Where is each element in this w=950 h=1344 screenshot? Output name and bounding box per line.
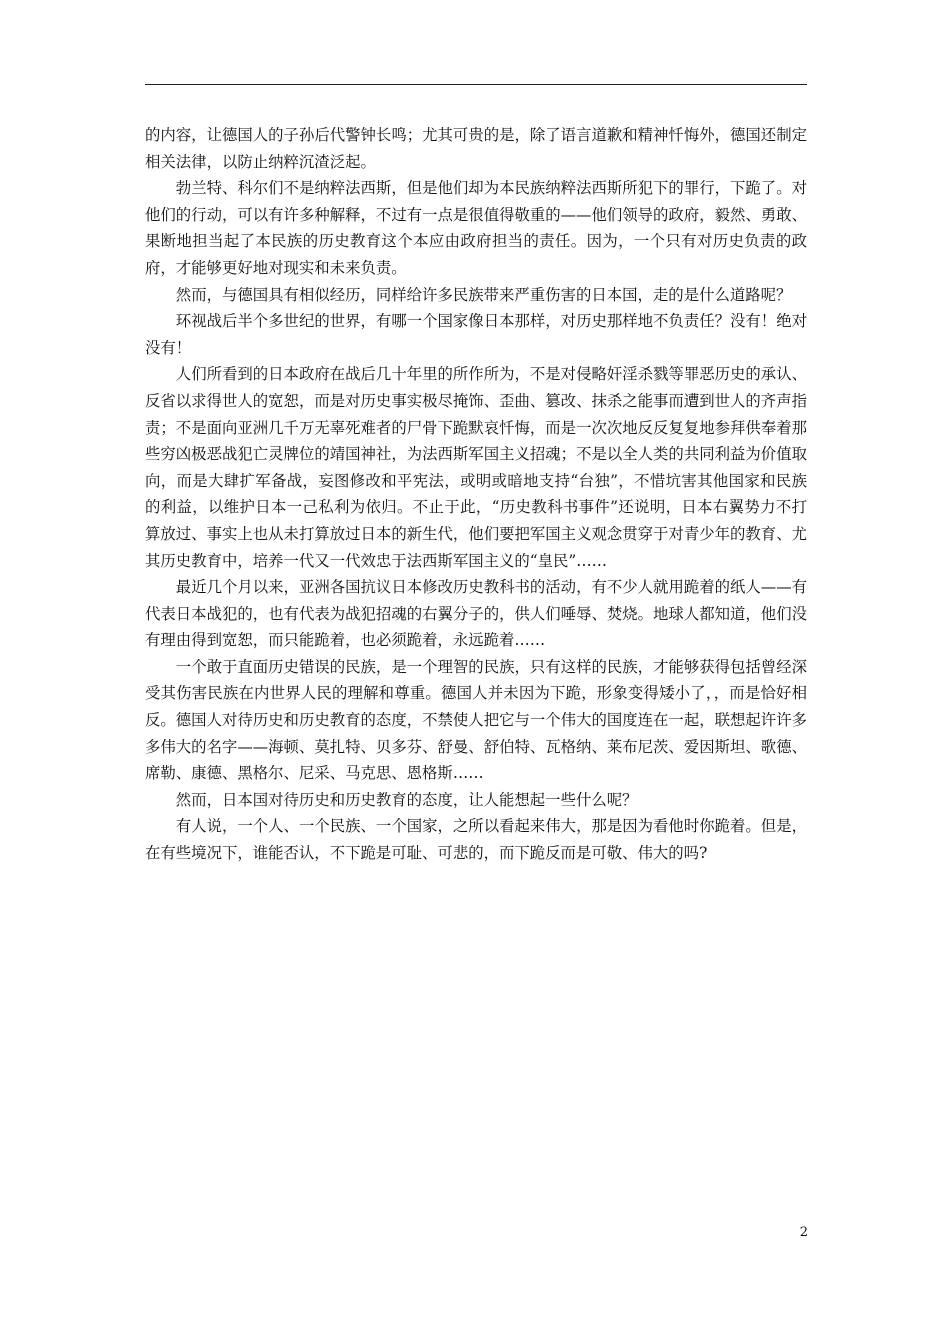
paragraph-4: 环视战后半个多世纪的世界，有哪一个国家像日本那样，对历史那样地不负责任？没有！绝对没有！ [145,312,807,357]
paragraph-1: 的内容，让德国人的子孙后代警钟长鸣；尤其可贵的是，除了语言道歉和精神忏悔外，德国还制定相关法律，以防止纳粹沉渣泛起。 [145,126,807,171]
paragraph-7: 一个敢于直面历史错误的民族，是一个理智的民族，只有这样的民族，才能够获得包括曾经深受其伤害民族在内世界人民的理解和尊重。德国人并未因为下跪，形象变得矮小了，，而是恰好相反。德国人对待历史和历史教育的态度，不禁使人把它与一个伟大的国度连在一起，联想起许许多多伟大的名字——海顿、莫扎特、贝多芬、舒曼、舒伯特、瓦格纳、莱布尼茨、爱因斯坦、歌德、席勒、康德、黑格尔、尼采、马克思、恩格斯…… [145,657,807,783]
paragraph-8: 然而，日本国对待历史和历史教育的态度，让人能想起一些什么呢？ [175,790,638,809]
header-rule [145,84,807,85]
body-text [145,122,807,867]
paragraph-2: 勃兰特、科尔们不是纳粹法西斯，但是他们却为本民族纳粹法西斯所犯下的罪行，下跪了。对他们的行动，可以有许多种解释，不过有一点是很值得敬重的——他们领导的政府，毅然、勇敢、果断地担当起了本民族的历史教育这个本应由政府担当的责任。因为，一个只有对历史负责的政府，才能够更好地对现实和未来负责。 [145,179,807,277]
paragraph-5: 人们所看到的日本政府在战后几十年里的所作所为，不是对侵略奸淫杀戮等罪恶历史的承认、反省以求得世人的宽恕，而是对历史事实极尽掩饰、歪曲、篡改、抹杀之能事而遭到世人的齐声指责；不是面向亚洲几千万无辜死难者的尸骨下跪默哀忏悔，而是一次次地反反复复地参拜供奉着那些穷凶极恶战犯亡灵牌位的靖国神社，为法西斯军国主义招魂；不是以全人类的共同利益为价值取向，而是大肆扩军备战，妄图修改和平宪法，或明或暗地支持“台独”，不惜坑害其他国家和民族的利益，以维护日本一己私利为依归。不止于此，“历史教科书事件”还说明，日本右翼势力不打算放过、事实上也从未打算放过日本的新生代，他们要把军国主义观念贯穿于对青少年的教育、尤其历史教育中，培养一代又一代效忠于法西斯军国主义的“皇民”…… [145,365,807,570]
paragraph-3: 然而，与德国具有相似经历，同样给许多民族带来严重伤害的日本国，走的是什么道路呢？ [175,285,792,304]
paragraph-9: 有人说，一个人、一个民族、一个国家，之所以看起来伟大，那是因为看他时你跪着。但是，在有些境况下，谁能否认，不下跪是可耻、可悲的，而下跪反而是可敬、伟大的吗? [145,817,807,863]
page-number: 2 [799,1225,808,1240]
paragraph-6: 最近几个月以来，亚洲各国抗议日本修改历史教科书的活动，有不少人就用跪着的纸人——有代表日本战犯的，也有代表为战犯招魂的右翼分子的，供人们唾辱、焚烧。地球人都知道，他们没有理由得到宽恕，而只能跪着，也必须跪着，永远跪着…… [145,578,807,650]
